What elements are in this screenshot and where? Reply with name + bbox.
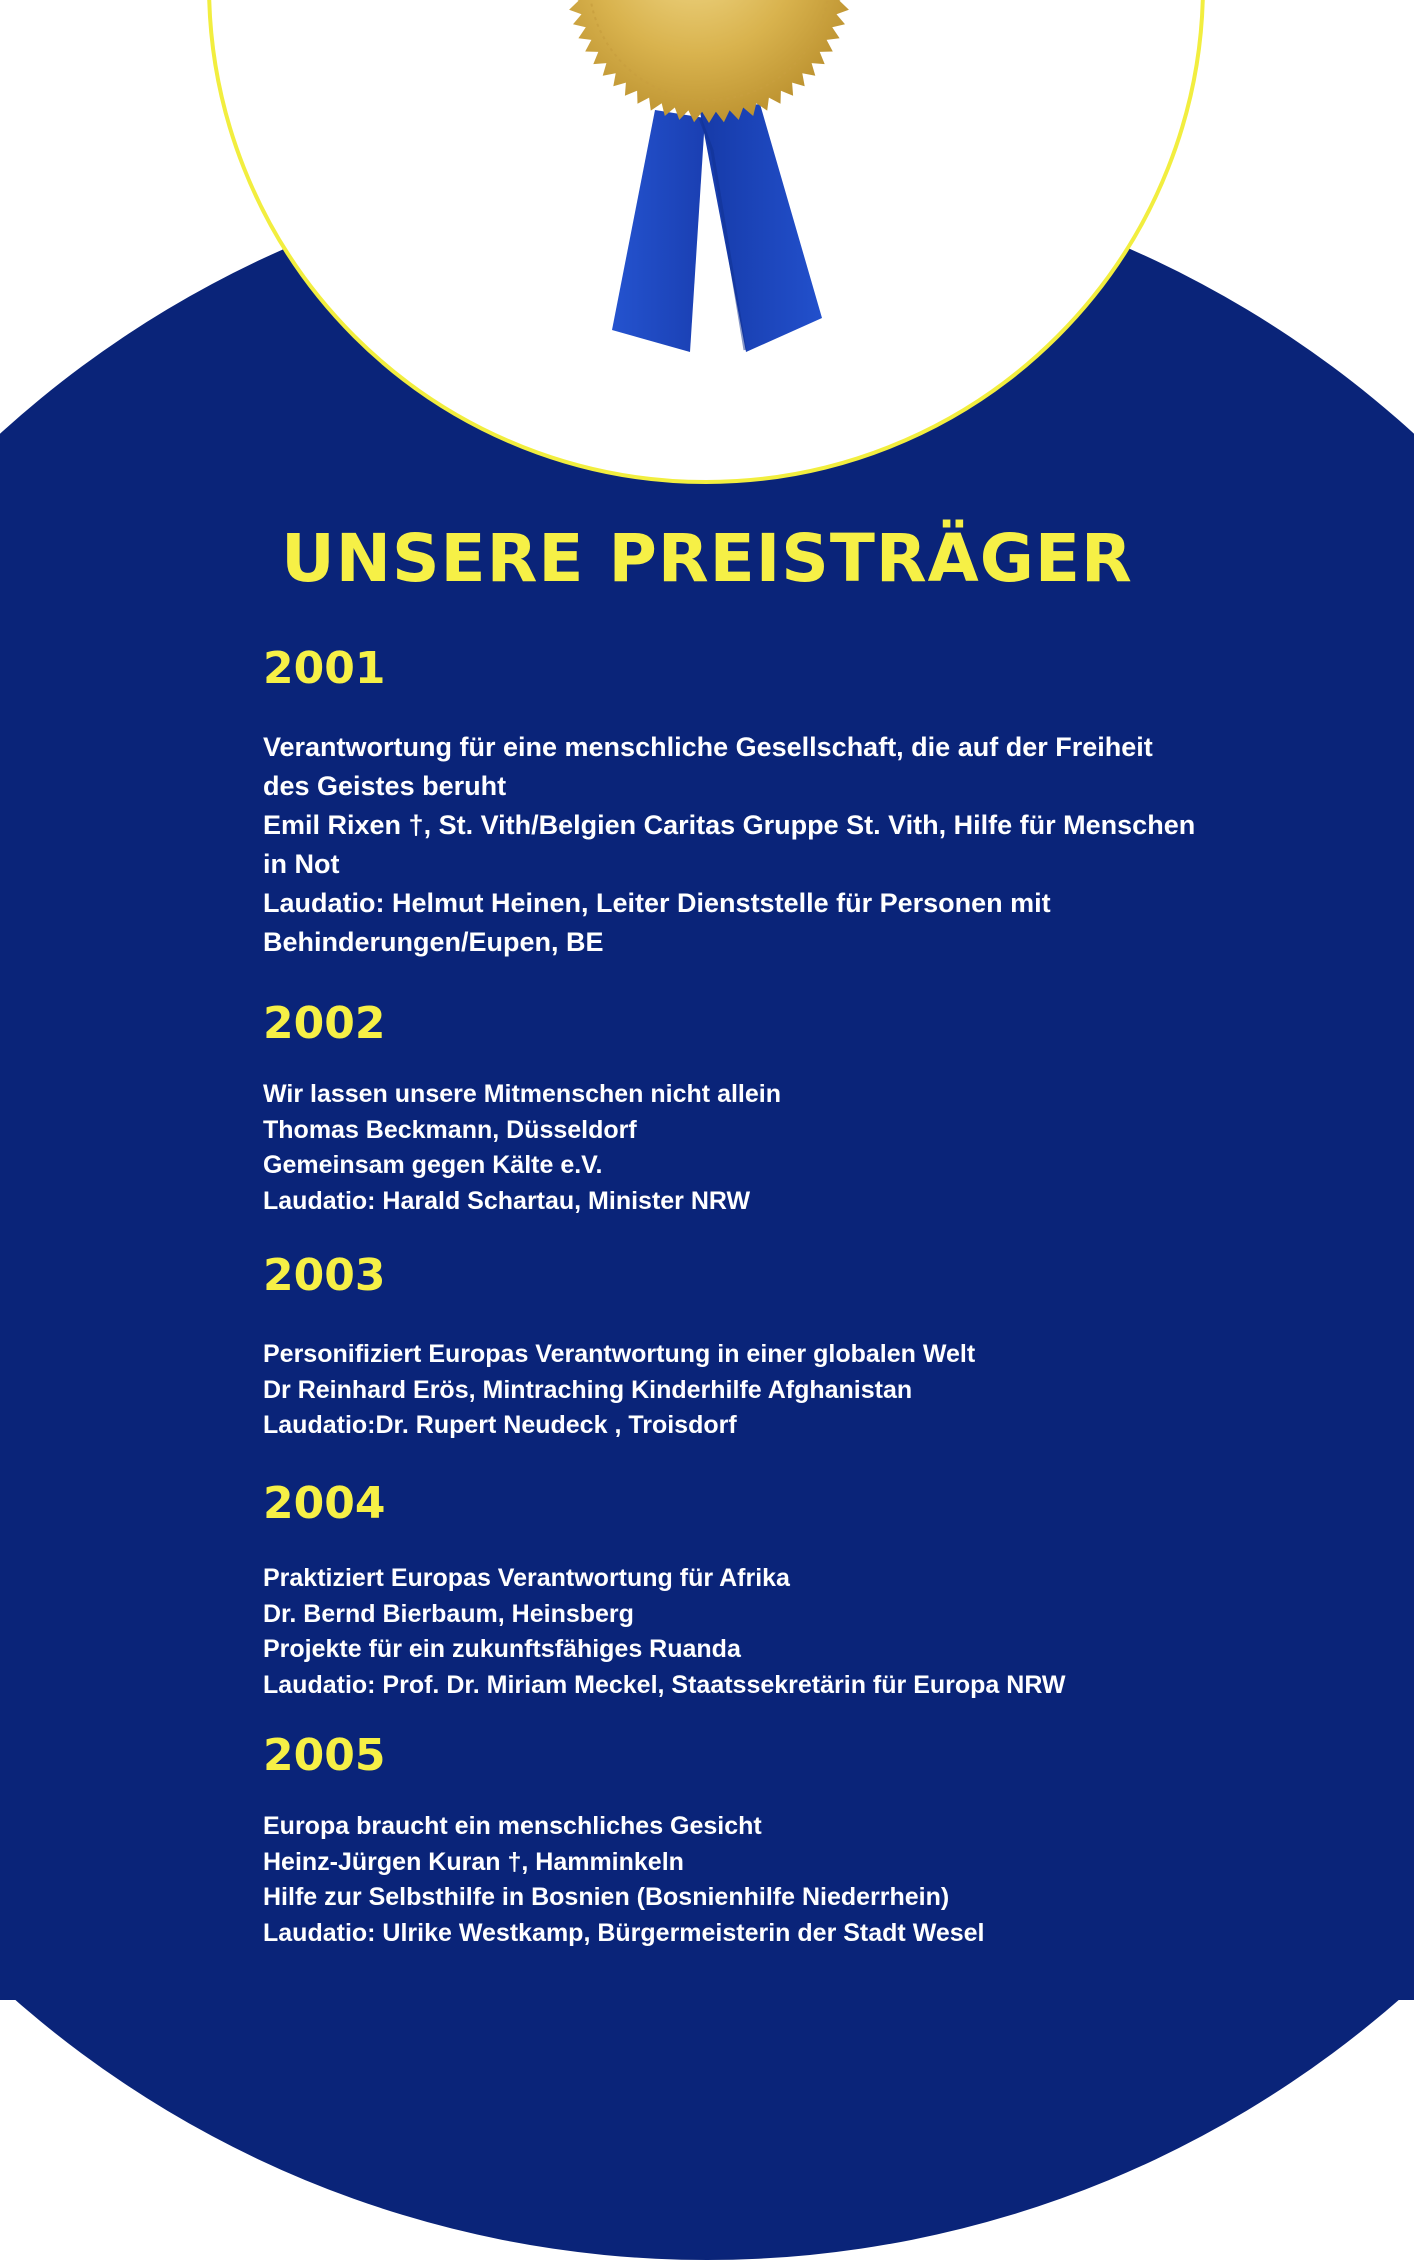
year-heading-2005: 2005 xyxy=(263,1730,386,1781)
entry-line: Dr. Bernd Bierbaum, Heinsberg xyxy=(263,1599,634,1628)
page-title: UNSERE PREISTRÄGER xyxy=(281,520,1133,597)
entry-line: Praktiziert Europas Verantwortung für Afrika xyxy=(263,1564,790,1592)
laureate-entry-2002 xyxy=(263,1077,1273,1219)
entry-line: Personifiziert Europas Verantwortung in einer globalen Welt xyxy=(263,1340,976,1368)
entry-line: Laudatio: Helmut Heinen, Leiter Dienststelle für Personen mit xyxy=(263,888,1051,918)
laureate-entry-2004 xyxy=(263,1561,1273,1703)
entry-line: Verantwortung für eine menschliche Gesellschaft, die auf der Freiheit xyxy=(263,732,1153,762)
entry-line: Projekte für ein zukunftsfähiges Ruanda xyxy=(263,1635,741,1663)
entry-line: Gemeinsam gegen Kälte e.V. xyxy=(263,1151,603,1179)
entry-line: Thomas Beckmann, Düsseldorf xyxy=(263,1115,637,1144)
year-heading-2004: 2004 xyxy=(263,1478,386,1529)
ribbon-left xyxy=(612,110,705,352)
entry-line: Laudatio: Harald Schartau, Minister NRW xyxy=(263,1186,751,1215)
entry-line: Behinderungen/Eupen, BE xyxy=(263,927,604,957)
ribbon-right xyxy=(700,104,822,352)
year-heading-2003: 2003 xyxy=(263,1250,386,1301)
laureate-entry-2003 xyxy=(263,1337,1273,1444)
entry-line: in Not xyxy=(263,849,340,879)
entry-line: Hilfe zur Selbsthilfe in Bosnien (Bosnienhilfe Niederrhein) xyxy=(263,1883,950,1911)
year-heading-2001: 2001 xyxy=(263,643,386,694)
entry-line: Heinz-Jürgen Kuran †, Hamminkeln xyxy=(263,1847,684,1876)
entry-line: Europa braucht ein menschliches Gesicht xyxy=(263,1812,762,1840)
entry-line: Laudatio: Prof. Dr. Miriam Meckel, Staatssekretärin für Europa NRW xyxy=(263,1670,1066,1699)
laureate-entry-2001 xyxy=(263,728,1273,962)
entry-line: des Geistes beruht xyxy=(263,771,507,801)
laureate-entry-2005 xyxy=(263,1809,1273,1951)
entry-line: Wir lassen unsere Mitmenschen nicht allein xyxy=(263,1080,781,1108)
year-heading-2002: 2002 xyxy=(263,998,386,1049)
entry-line: Emil Rixen †, St. Vith/Belgien Caritas Gruppe St. Vith, Hilfe für Menschen xyxy=(263,810,1196,840)
entry-line: Dr Reinhard Erös, Mintraching Kinderhilfe Afghanistan xyxy=(263,1375,913,1404)
entry-line: Laudatio: Ulrike Westkamp, Bürgermeisterin der Stadt Wesel xyxy=(263,1918,985,1947)
award-seal-ribbon-icon xyxy=(0,0,1414,500)
entry-line: Laudatio:Dr. Rupert Neudeck , Troisdorf xyxy=(263,1411,737,1439)
gold-seal xyxy=(566,0,852,123)
